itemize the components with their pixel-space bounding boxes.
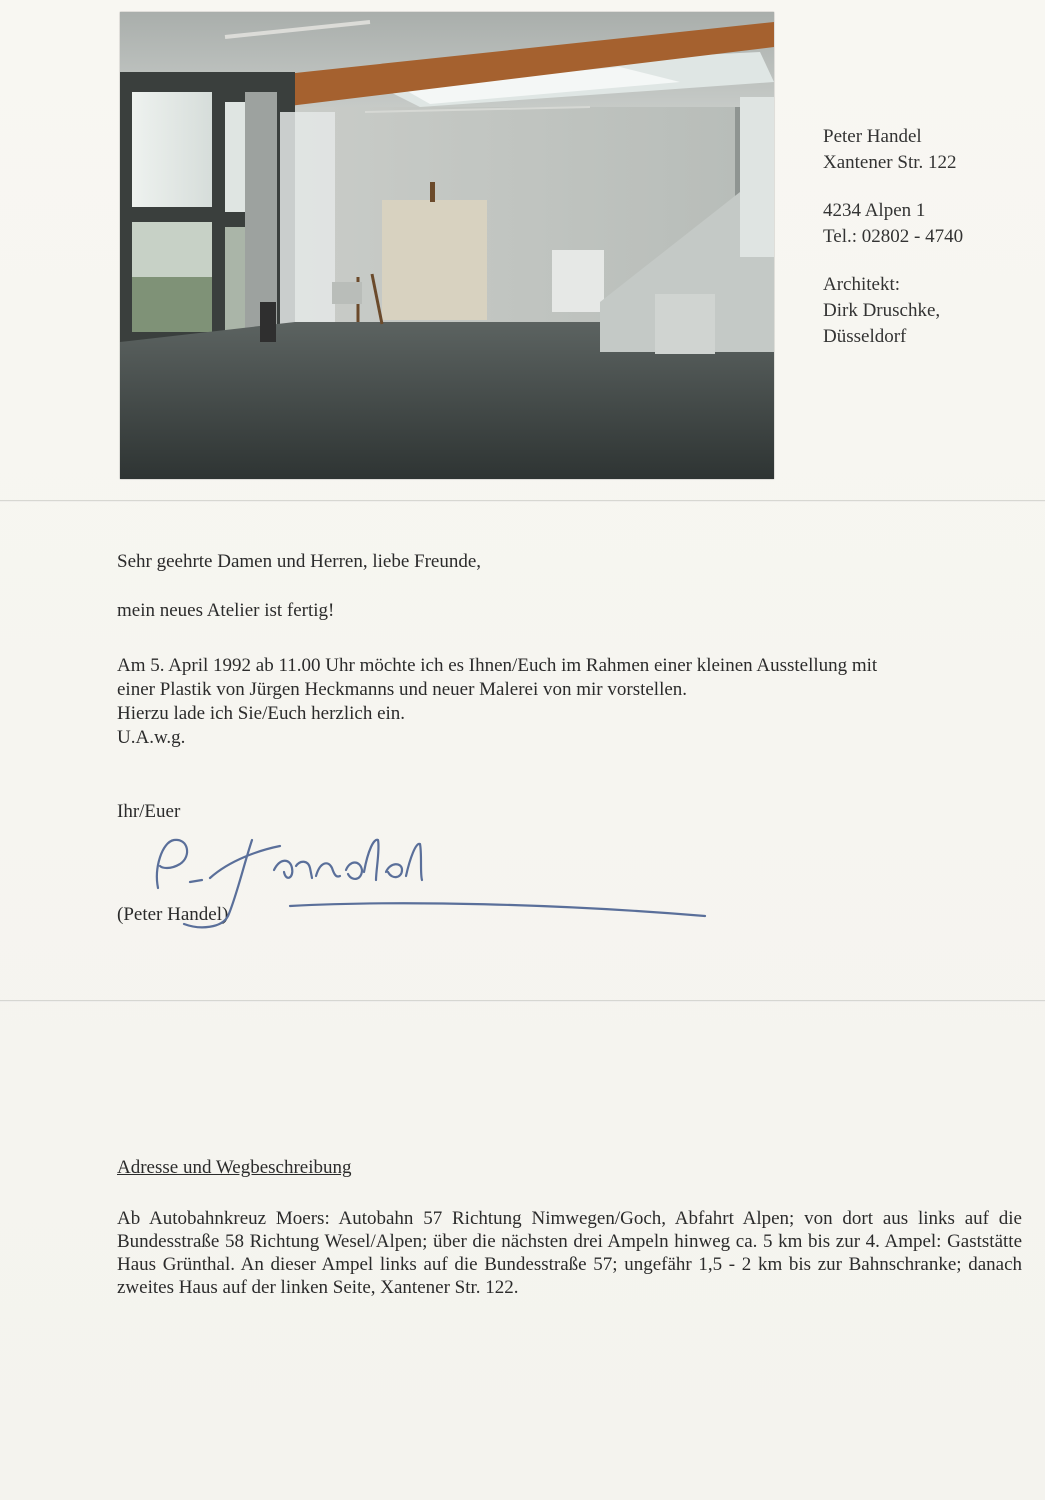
handwritten-signature	[140, 820, 720, 945]
announcement-line: mein neues Atelier ist fertig!	[117, 600, 335, 621]
salutation: Sehr geehrte Damen und Herren, liebe Freunde,	[117, 551, 482, 572]
invitation-line-2: einer Plastik von Jürgen Heckmanns und neuer Malerei von mir vorstellen.	[117, 679, 688, 700]
architect-name: Dirk Druschke,	[823, 300, 941, 321]
architect-label: Architekt:	[823, 274, 901, 295]
sender-street: Xantener Str. 122	[823, 152, 957, 173]
architect-city: Düsseldorf	[823, 326, 907, 347]
sender-city: 4234 Alpen 1	[823, 200, 926, 221]
sender-address	[823, 124, 963, 350]
invitation-line-3: Hierzu lade ich Sie/Euch herzlich ein.	[117, 703, 406, 724]
directions-text: Ab Autobahnkreuz Moers: Autobahn 57 Richtung Nimwegen/Goch, Abfahrt Alpen; von dort aus links auf die Bundesstraße 58 Richtung Wesel/Alpen; über die nächsten drei Ampeln hinweg ca. 5 km bis zur 4. Ampel: Gaststätte Haus Grünthal. An dieser Ampel links auf die Bundesstraße 57; ungefähr 1,5 - 2 km bis zur Bahnschranke; danach zweites Haus auf der linken Seite, Xantener Str. 122.	[117, 1208, 1022, 1298]
rsvp-note: U.A.w.g.	[117, 727, 186, 748]
directions-heading: Adresse und Wegbeschreibung	[117, 1157, 352, 1178]
invitation-line-1: Am 5. April 1992 ab 11.00 Uhr möchte ich es Ihnen/Euch im Rahmen einer kleinen Ausstellung mit	[117, 655, 878, 676]
closing: Ihr/Euer	[117, 801, 181, 822]
sender-phone: Tel.: 02802 - 4740	[823, 226, 964, 247]
paper-fold-top	[0, 500, 1045, 502]
signature-name: (Peter Handel)	[117, 904, 229, 925]
atelier-photo	[120, 12, 774, 479]
paper-fold-bottom	[0, 1000, 1045, 1002]
sender-name: Peter Handel	[823, 126, 922, 147]
